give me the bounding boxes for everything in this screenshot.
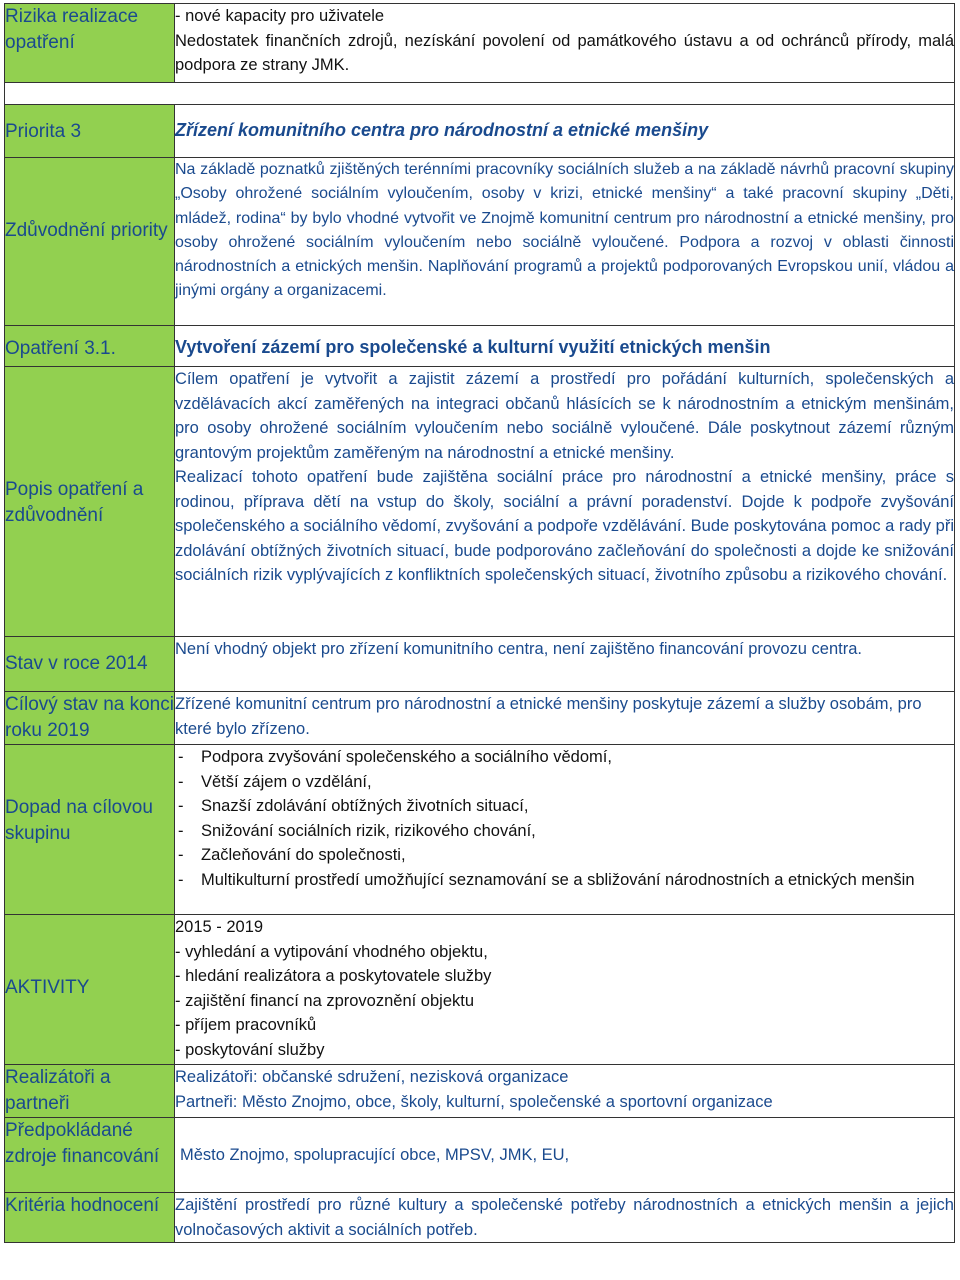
stav2014-text: Není vhodný objekt pro zřízení komunitního centra, není zajištěno financování provozu centra. <box>175 640 862 658</box>
value-zduvodneni <box>175 158 955 326</box>
value-opatreni <box>175 326 955 367</box>
list-item: - Snižování sociálních rizik, rizikového chování, <box>175 819 954 844</box>
row-priorita <box>5 105 955 158</box>
label-kriteria: Kritéria hodnocení <box>5 1193 175 1243</box>
value-popis <box>175 367 955 637</box>
row-stav2014 <box>5 637 955 692</box>
priorita-title: Zřízení komunitního centra pro národnostní a etnické menšiny <box>175 120 709 140</box>
cilovy-text: Zřízené komunitní centrum pro národnostní a etnické menšiny poskytuje zázemí a služby osobám, pro které bylo zřízeno. <box>175 695 922 738</box>
value-aktivity <box>175 915 955 1065</box>
value-rizika <box>175 4 955 83</box>
row-kriteria <box>5 1193 955 1243</box>
row-popis <box>5 367 955 637</box>
row-aktivity <box>5 915 955 1065</box>
aktivity-line: - vyhledání a vytipování vhodného objektu, <box>175 942 488 961</box>
partneri-line: Partneři: Město Znojmo, obce, školy, kulturní, společenské a sportovní organizace <box>175 1092 773 1111</box>
opatreni-title: Vytvoření zázemí pro společenské a kulturní využití etnických menšin <box>175 337 771 357</box>
row-opatreni <box>5 326 955 367</box>
label-aktivity: AKTIVITY <box>5 915 175 1065</box>
label-cilovy: Cílový stav na konci roku 2019 <box>5 692 175 745</box>
list-item: - Začleňování do společnosti, <box>175 843 954 868</box>
strategy-table <box>4 3 955 1243</box>
row-realizatori <box>5 1065 955 1118</box>
label-dopad: Dopad na cílovou skupinu <box>5 745 175 915</box>
label-zdroje: Předpokládané zdroje financování <box>5 1118 175 1193</box>
zdroje-text: Město Znojmo, spolupracující obce, MPSV, JMK, EU, <box>180 1145 570 1164</box>
label-rizika: Rizika realizace opatření <box>5 4 175 83</box>
value-zdroje <box>175 1118 955 1193</box>
section-gap <box>5 83 955 105</box>
rizika-line1: - nové kapacity pro uživatele <box>175 7 385 25</box>
label-opatreni: Opatření 3.1. <box>5 326 175 367</box>
aktivity-line: - příjem pracovníků <box>175 1016 317 1034</box>
row-dopad <box>5 745 955 915</box>
row-cilovy <box>5 692 955 745</box>
list-item: - Větší zájem o vzdělání, <box>175 770 954 795</box>
label-popis: Popis opatření a zdůvodnění <box>5 367 175 637</box>
row-rizika <box>5 4 955 83</box>
value-dopad <box>175 745 955 915</box>
aktivity-line: - hledání realizátora a poskytovatele služby <box>175 967 492 985</box>
dopad-list <box>175 745 954 892</box>
value-stav2014 <box>175 637 955 692</box>
aktivity-line: - poskytování služby <box>175 1040 325 1059</box>
value-realizatori <box>175 1065 955 1118</box>
label-zduvodneni: Zdůvodnění priority <box>5 158 175 326</box>
list-item: - Podpora zvyšování společenského a sociálního vědomí, <box>175 745 954 770</box>
label-realizatori: Realizátoři a partneři <box>5 1065 175 1118</box>
popis-para1: Cílem opatření je vytvořit a zajistit zázemí a prostředí pro pořádání kulturních, společenských a vzdělávacích akcí zaměřených na integraci občanů hlásících se k národnostním a etnickým menšinám, pro osoby ohrožené sociálním vyloučením nebo sociálně vyloučené. Dále poskytnout zázemí různým grantovým projektům zaměřeným na národnostní a etnické menšiny. <box>175 370 954 462</box>
label-stav2014: Stav v roce 2014 <box>5 637 175 692</box>
aktivity-line: 2015 - 2019 <box>175 918 264 936</box>
list-item: - Multikulturní prostředí umožňující seznamování se a sbližování národnostních a etnických menšin <box>175 868 954 893</box>
label-priorita: Priorita 3 <box>5 105 175 158</box>
value-cilovy <box>175 692 955 745</box>
list-item: - Snazší zdolávání obtížných životních situací, <box>175 794 954 819</box>
value-kriteria <box>175 1193 955 1243</box>
popis-para2: Realizací tohoto opatření bude zajištěna sociální práce pro národnostní a etnické menšiny, práce s rodinou, příprava dětí na vstup do školy, sociální a právní poradenství. Dojde k podpoře zvyšování společenského a sociálního vědomí, zvyšování a podpoře vzdělávání. Bude poskytována pomoc a rady při zdolávání obtížných životních situací, bude podporováno začleňování do společnosti a dojde ke snižování sociálních rizik vyplývajících z konfliktních společenských situací, životního způsobu a rizikového chování. <box>175 468 954 584</box>
aktivity-line: - zajištění financí na zprovoznění objektu <box>175 991 475 1010</box>
value-priorita <box>175 105 955 158</box>
kriteria-text: Zajištění prostředí pro různé kultury a společenské potřeby národnostních a etnických menšin a jejich volnočasových aktivit a sociálních potřeb. <box>175 1196 954 1239</box>
row-zduvodneni <box>5 158 955 326</box>
realizatori-line: Realizátoři: občanské sdružení, nezisková organizace <box>175 1068 569 1086</box>
rizika-text: Nedostatek finančních zdrojů, nezískání povolení od památkového ústavu a od ochránců přírody, malá podpora ze strany JMK. <box>175 31 954 74</box>
zduvodneni-text: Na základě poznatků zjištěných terénními pracovníky sociálních služeb a na základě návrhů pracovní skupiny „Osoby ohrožené sociálním vyloučením, osoby v krizi, etnické menšiny“ a také pracovní skupiny „Děti, mládež, rodina“ by bylo vhodné vytvořit ve Znojmě komunitní centrum pro národnostní a etnické menšiny, pro osoby ohrožené sociálním vyloučením nebo sociálně vyloučené. Podpora a rozvoj v oblasti činnosti národnostních a etnických menšin. Naplňování programů a projektů podporovaných Evropskou unií, vládou a jinými orgány a organizacemi. <box>175 161 954 300</box>
row-zdroje <box>5 1118 955 1193</box>
